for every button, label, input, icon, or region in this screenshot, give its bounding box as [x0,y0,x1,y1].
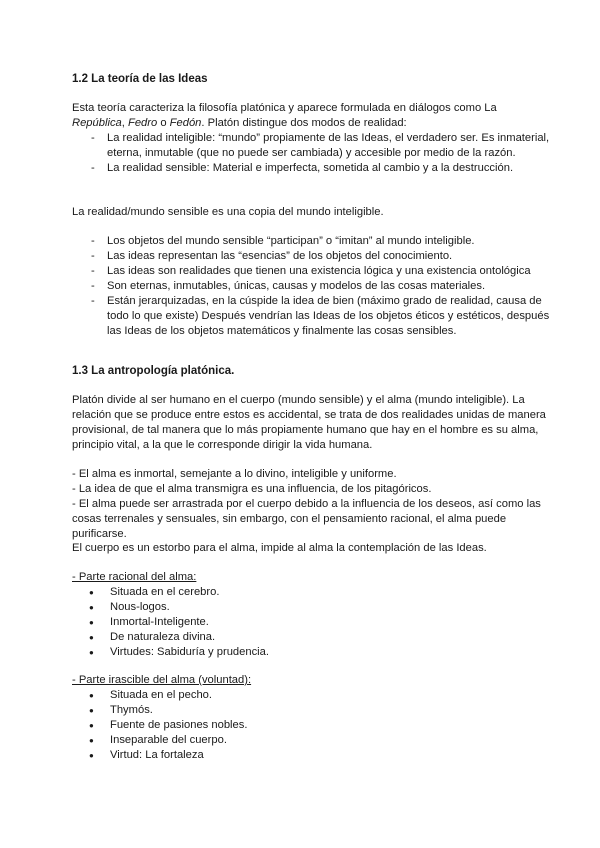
section-1-3-heading: 1.3 La antropología platónica. [72,365,235,377]
realities-list [72,131,552,176]
work-title-fedro: Fedro [127,117,158,129]
list-item: - Están jerarquizadas, en la cúspide la idea de bien (máximo grado de realidad, causa de todo lo que existe) Después vendrían las Ideas de los objetos éticos y estéticos, después las Ideas de los objetos matemáticos y finalmente las cosas sensibles. [72,294,552,339]
list-item: ● Inseparable del cuerpo. [72,733,552,748]
list-item: ● Situada en el cerebro. [72,585,552,600]
anthropology-intro: Platón divide al ser humano en el cuerpo (mundo sensible) y el alma (mundo inteligible). La relación que se produce entre estos es accidental, se trata de dos realidades unidas de manera provisional, de tal manera que lo más propiamente humano que hay en el hombre es su alma, principio vital, a la que le corresponde dirigir la vida humana. [72,394,546,451]
list-item: ● Thymós. [72,703,552,718]
section-1-3-heading-block [72,364,552,379]
irascible-part-block [72,673,552,763]
body-statement-block [72,541,552,556]
work-title-republica: República [72,117,122,129]
list-item: - Las ideas representan las “esencias” de los objetos del conocimiento. [72,249,552,264]
list-item: - Son eternas, inmutables, únicas, causas y modelos de las cosas materiales. [72,279,552,294]
list-item: - La realidad inteligible: “mundo” propiamente de las Ideas, el verdadero ser. Es inmaterial, eterna, inmutable (que no puede ser cambiada) y accesible por medio de la razón. [72,131,552,161]
ideas-points-list [72,234,552,339]
list-item: ● Fuente de pasiones nobles. [72,718,552,733]
list-item: ● Nous-logos. [72,600,552,615]
rational-part-block [72,570,552,660]
intro-text: Esta teoría caracteriza la filosofía platónica y aparece formulada en diálogos como La [72,102,497,114]
body-statement: El cuerpo es un estorbo para el alma, impide al alma la contemplación de las Ideas. [72,542,487,554]
copy-statement: La realidad/mundo sensible es una copia del mundo inteligible. [72,206,384,218]
section-1-2-heading-block [72,72,552,87]
soul-line: - El alma puede ser arrastrada por el cuerpo debido a la influencia de los deseos, así como las cosas terrenales y sensuales, sin embargo, con el pensamiento racional, el alma puede purificarse. [72,498,541,540]
list-item: ● De naturaleza divina. [72,630,552,645]
list-item: - Las ideas son realidades que tienen una existencia lógica y una existencia ontológica [72,264,552,279]
section-1-2-heading: 1.2 La teoría de las Ideas [72,73,208,85]
rational-part-list [72,585,552,660]
soul-line: - La idea de que el alma transmigra es una influencia, de los pitagóricos. [72,483,432,495]
list-item: ● Virtud: La fortaleza [72,748,552,763]
list-item: ● Virtudes: Sabiduría y prudencia. [72,645,552,660]
intro-text: . Platón distingue dos modos de realidad: [201,117,407,129]
rational-part-title: - Parte racional del alma: [72,571,197,583]
intro-text: o [157,117,170,129]
irascible-part-title: - Parte irascible del alma (voluntad): [72,674,252,686]
irascible-part-list [72,688,552,763]
section-1-2-intro [72,101,552,176]
intro-text: , [121,117,128,129]
list-item: ● Situada en el pecho. [72,688,552,703]
ideas-points-block [72,234,552,339]
soul-lines-block [72,467,552,542]
list-item: - La realidad sensible: Material e imperfecta, sometida al cambio y a la destrucción. [72,161,552,176]
list-item: ● Inmortal-Inteligente. [72,615,552,630]
copy-statement-block [72,205,552,220]
work-title-fedon: Fedón [169,117,202,129]
soul-line: - El alma es inmortal, semejante a lo divino, inteligible y uniforme. [72,468,397,480]
intro-paragraph [72,101,552,131]
list-item: - Los objetos del mundo sensible “participan” o “imitan” al mundo inteligible. [72,234,552,249]
anthropology-intro-block [72,393,552,453]
